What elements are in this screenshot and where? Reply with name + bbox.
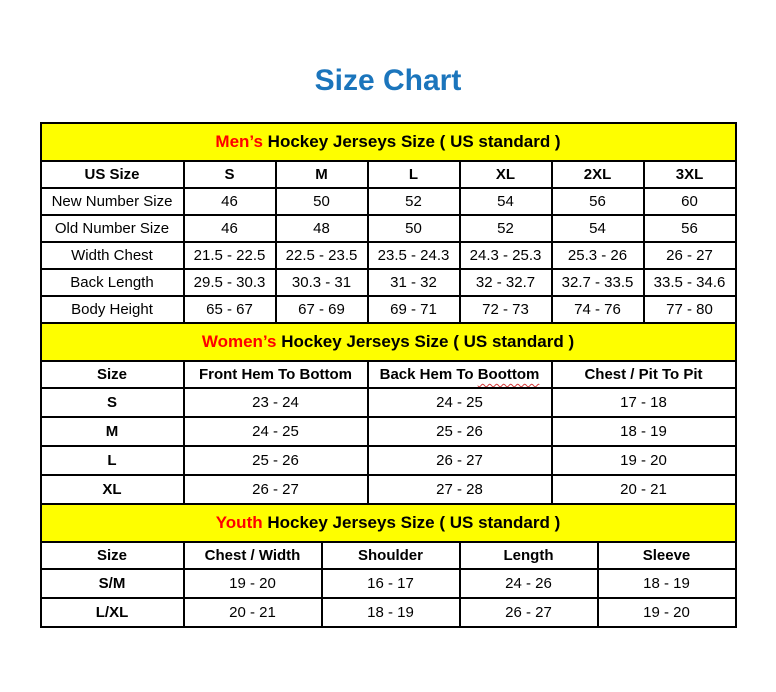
table-cell: 25 - 26 [184,446,368,475]
table-cell: 72 - 73 [460,296,552,323]
table-cell: 24 - 26 [460,569,598,598]
mens-accent-text: Men’s [215,132,263,151]
table-cell: 46 [184,215,276,242]
table-cell: 54 [460,188,552,215]
table-cell: 46 [184,188,276,215]
table-cell: 25.3 - 26 [552,242,644,269]
row-label: Body Height [41,296,184,323]
table-cell: 26 - 27 [368,446,552,475]
womens-column-header-row [41,361,736,388]
table-cell: 24 - 25 [368,388,552,417]
table-cell: 77 - 80 [644,296,736,323]
table-cell: 18 - 19 [598,569,736,598]
table-cell: 26 - 27 [184,475,368,504]
col-header-s: S [184,161,276,188]
youth-section-title [41,504,736,542]
table-cell: 29.5 - 30.3 [184,269,276,296]
table-cell: 17 - 18 [552,388,736,417]
table-cell: 21.5 - 22.5 [184,242,276,269]
row-label: L [41,446,184,475]
womens-section-header-row [41,323,736,361]
col-header-chest-width: Chest / Width [184,542,322,569]
table-cell: 32.7 - 33.5 [552,269,644,296]
table-cell: 19 - 20 [598,598,736,627]
youth-title-text: Hockey Jerseys Size ( US standard ) [262,513,561,532]
table-cell: 56 [644,215,736,242]
table-cell: 67 - 69 [276,296,368,323]
col-header-size: Size [41,361,184,388]
table-cell: 18 - 19 [552,417,736,446]
row-label: New Number Size [41,188,184,215]
table-cell: 20 - 21 [552,475,736,504]
row-label: S/M [41,569,184,598]
page-title: Size Chart [314,64,462,97]
table-cell: 26 - 27 [644,242,736,269]
youth-column-header-row [41,542,736,569]
table-cell: 50 [276,188,368,215]
col-header-xl: XL [460,161,552,188]
womens-accent-text: Women’s [201,332,277,351]
table-row [41,388,736,417]
size-chart-tables [40,122,737,628]
table-row [41,446,736,475]
table-cell: 19 - 20 [184,569,322,598]
table-cell: 56 [552,188,644,215]
mens-size-table [40,122,737,324]
table-row [41,215,736,242]
table-row [41,569,736,598]
table-cell: 19 - 20 [552,446,736,475]
table-cell: 16 - 17 [322,569,460,598]
row-label: L/XL [41,598,184,627]
table-cell: 54 [552,215,644,242]
table-cell: 31 - 32 [368,269,460,296]
mens-section-title [41,123,736,161]
mens-column-header-row [41,161,736,188]
col-header-length: Length [460,542,598,569]
youth-accent-text: Youth [215,513,263,532]
col-header-chest-pit: Chest / Pit To Pit [552,361,736,388]
table-row [41,598,736,627]
womens-title-text: Hockey Jerseys Size ( US standard ) [276,332,575,351]
table-cell: 27 - 28 [368,475,552,504]
back-hem-misspelled-word: Boottom [477,366,540,383]
mens-title-text: Hockey Jerseys Size ( US standard ) [262,132,561,151]
youth-size-table [40,503,737,628]
table-row [41,475,736,504]
row-label: S [41,388,184,417]
table-cell: 25 - 26 [368,417,552,446]
table-cell: 69 - 71 [368,296,460,323]
table-row [41,242,736,269]
back-hem-prefix: Back Hem To [379,366,478,383]
row-label: XL [41,475,184,504]
table-row [41,296,736,323]
table-cell: 30.3 - 31 [276,269,368,296]
table-cell: 52 [460,215,552,242]
mens-section-header-row [41,123,736,161]
col-header-2xl: 2XL [552,161,644,188]
col-header-sleeve: Sleeve [598,542,736,569]
table-cell: 50 [368,215,460,242]
col-header-m: M [276,161,368,188]
table-row [41,269,736,296]
table-cell: 74 - 76 [552,296,644,323]
table-cell: 52 [368,188,460,215]
col-header-3xl: 3XL [644,161,736,188]
table-row [41,417,736,446]
row-label: M [41,417,184,446]
col-header-size: Size [41,542,184,569]
col-header-back-hem [368,361,552,388]
col-header-us-size: US Size [41,161,184,188]
table-cell: 24 - 25 [184,417,368,446]
row-label: Old Number Size [41,215,184,242]
table-cell: 23.5 - 24.3 [368,242,460,269]
row-label: Back Length [41,269,184,296]
table-cell: 60 [644,188,736,215]
youth-section-header-row [41,504,736,542]
table-cell: 24.3 - 25.3 [460,242,552,269]
col-header-shoulder: Shoulder [322,542,460,569]
womens-size-table [40,322,737,505]
table-row [41,188,736,215]
table-cell: 33.5 - 34.6 [644,269,736,296]
table-cell: 32 - 32.7 [460,269,552,296]
row-label: Width Chest [41,242,184,269]
table-cell: 20 - 21 [184,598,322,627]
table-cell: 65 - 67 [184,296,276,323]
womens-section-title [41,323,736,361]
table-cell: 23 - 24 [184,388,368,417]
col-header-front-hem: Front Hem To Bottom [184,361,368,388]
table-cell: 22.5 - 23.5 [276,242,368,269]
table-cell: 26 - 27 [460,598,598,627]
table-cell: 18 - 19 [322,598,460,627]
col-header-l: L [368,161,460,188]
table-cell: 48 [276,215,368,242]
